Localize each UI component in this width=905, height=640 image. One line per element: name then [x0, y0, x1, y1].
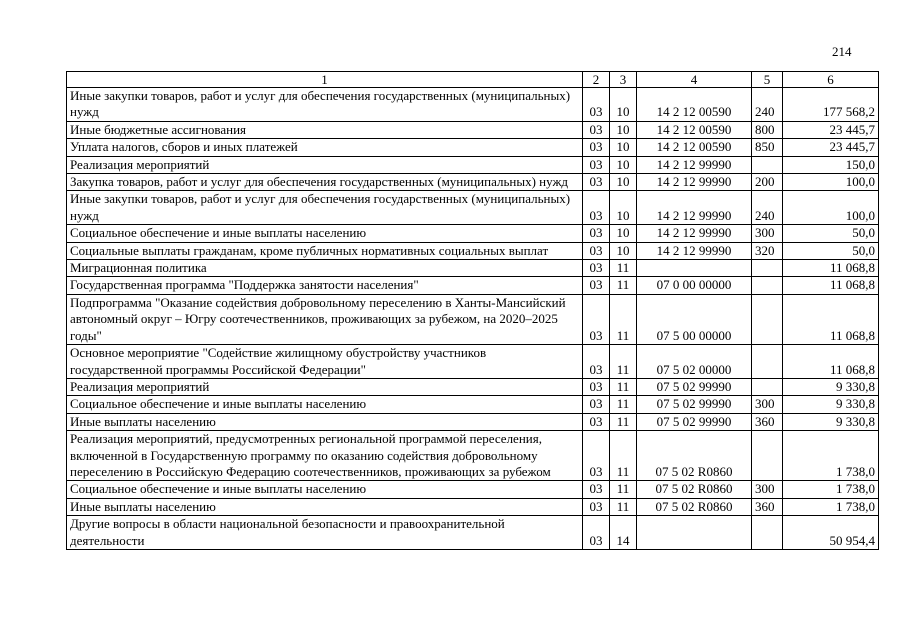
expense-type-cell: 300 — [752, 396, 783, 413]
amount-cell: 23 445,7 — [783, 121, 879, 138]
row-name-cell: Социальное обеспечение и иные выплаты населению — [67, 481, 583, 498]
amount-cell: 23 445,7 — [783, 139, 879, 156]
subsection-cell: 10 — [610, 156, 637, 173]
subsection-cell: 11 — [610, 396, 637, 413]
subsection-cell: 10 — [610, 88, 637, 122]
table-row — [67, 242, 879, 259]
subsection-cell: 14 — [610, 516, 637, 550]
row-name-cell: Закупка товаров, работ и услуг для обеспечения государственных (муниципальных) нужд — [67, 174, 583, 191]
target-article-cell: 14 2 12 99990 — [637, 242, 752, 259]
amount-cell: 50,0 — [783, 242, 879, 259]
section-cell: 03 — [583, 139, 610, 156]
row-name-cell: Иные закупки товаров, работ и услуг для обеспечения государственных (муниципальных) нужд — [67, 191, 583, 225]
amount-cell: 11 068,8 — [783, 277, 879, 294]
target-article-cell: 14 2 12 99990 — [637, 225, 752, 242]
row-name-cell: Реализация мероприятий — [67, 156, 583, 173]
section-cell: 03 — [583, 294, 610, 344]
expense-type-cell — [752, 431, 783, 481]
subsection-cell: 10 — [610, 191, 637, 225]
row-name-cell: Миграционная политика — [67, 260, 583, 277]
expense-type-cell: 850 — [752, 139, 783, 156]
section-cell: 03 — [583, 481, 610, 498]
target-article-cell: 07 5 02 R0860 — [637, 431, 752, 481]
table-row — [67, 431, 879, 481]
amount-cell: 11 068,8 — [783, 345, 879, 379]
section-cell: 03 — [583, 156, 610, 173]
amount-cell: 9 330,8 — [783, 413, 879, 430]
target-article-cell: 07 5 02 99990 — [637, 413, 752, 430]
row-name-cell: Другие вопросы в области национальной безопасности и правоохранительной деятельности — [67, 516, 583, 550]
expense-type-cell — [752, 277, 783, 294]
target-article-cell — [637, 516, 752, 550]
target-article-cell — [637, 260, 752, 277]
budget-table-body — [67, 72, 879, 550]
column-header: 3 — [610, 72, 637, 88]
section-cell: 03 — [583, 431, 610, 481]
expense-type-cell: 240 — [752, 191, 783, 225]
section-cell: 03 — [583, 121, 610, 138]
section-cell: 03 — [583, 516, 610, 550]
section-cell: 03 — [583, 413, 610, 430]
section-cell: 03 — [583, 260, 610, 277]
table-row — [67, 156, 879, 173]
page-number: 214 — [832, 44, 852, 59]
amount-cell: 9 330,8 — [783, 378, 879, 395]
amount-cell: 150,0 — [783, 156, 879, 173]
amount-cell: 1 738,0 — [783, 498, 879, 515]
target-article-cell: 07 5 02 99990 — [637, 396, 752, 413]
target-article-cell: 14 2 12 00590 — [637, 121, 752, 138]
expense-type-cell: 360 — [752, 498, 783, 515]
expense-type-cell — [752, 294, 783, 344]
table-row — [67, 277, 879, 294]
expense-type-cell: 200 — [752, 174, 783, 191]
target-article-cell: 07 5 02 00000 — [637, 345, 752, 379]
expense-type-cell: 300 — [752, 481, 783, 498]
row-name-cell: Иные закупки товаров, работ и услуг для обеспечения государственных (муниципальных) нужд — [67, 88, 583, 122]
row-name-cell: Иные бюджетные ассигнования — [67, 121, 583, 138]
table-row — [67, 396, 879, 413]
section-cell: 03 — [583, 174, 610, 191]
section-cell: 03 — [583, 242, 610, 259]
amount-cell: 1 738,0 — [783, 431, 879, 481]
expense-type-cell: 800 — [752, 121, 783, 138]
target-article-cell: 07 5 02 99990 — [637, 378, 752, 395]
target-article-cell: 07 5 00 00000 — [637, 294, 752, 344]
section-cell: 03 — [583, 396, 610, 413]
row-name-cell: Социальные выплаты гражданам, кроме публичных нормативных социальных выплат — [67, 242, 583, 259]
section-cell: 03 — [583, 88, 610, 122]
amount-cell: 177 568,2 — [783, 88, 879, 122]
row-name-cell: Уплата налогов, сборов и иных платежей — [67, 139, 583, 156]
subsection-cell: 11 — [610, 431, 637, 481]
section-cell: 03 — [583, 191, 610, 225]
subsection-cell: 10 — [610, 139, 637, 156]
table-row — [67, 345, 879, 379]
table-row — [67, 174, 879, 191]
expense-type-cell — [752, 516, 783, 550]
amount-cell: 100,0 — [783, 174, 879, 191]
table-row — [67, 191, 879, 225]
row-name-cell: Реализация мероприятий — [67, 378, 583, 395]
amount-cell: 50 954,4 — [783, 516, 879, 550]
section-cell: 03 — [583, 498, 610, 515]
table-row — [67, 516, 879, 550]
expense-type-cell — [752, 260, 783, 277]
target-article-cell: 07 5 02 R0860 — [637, 498, 752, 515]
target-article-cell: 14 2 12 99990 — [637, 174, 752, 191]
subsection-cell: 11 — [610, 277, 637, 294]
column-header: 1 — [67, 72, 583, 88]
table-header-row — [67, 72, 879, 88]
column-header: 2 — [583, 72, 610, 88]
target-article-cell: 14 2 12 99990 — [637, 156, 752, 173]
table-row — [67, 498, 879, 515]
amount-cell: 50,0 — [783, 225, 879, 242]
section-cell: 03 — [583, 345, 610, 379]
target-article-cell: 07 5 02 R0860 — [637, 481, 752, 498]
table-row — [67, 260, 879, 277]
target-article-cell: 14 2 12 00590 — [637, 139, 752, 156]
row-name-cell: Социальное обеспечение и иные выплаты населению — [67, 225, 583, 242]
table-row — [67, 413, 879, 430]
subsection-cell: 11 — [610, 345, 637, 379]
section-cell: 03 — [583, 225, 610, 242]
amount-cell: 11 068,8 — [783, 294, 879, 344]
expense-type-cell: 240 — [752, 88, 783, 122]
expense-type-cell: 360 — [752, 413, 783, 430]
amount-cell: 9 330,8 — [783, 396, 879, 413]
table-row — [67, 139, 879, 156]
column-header: 6 — [783, 72, 879, 88]
subsection-cell: 10 — [610, 174, 637, 191]
expense-type-cell: 320 — [752, 242, 783, 259]
section-cell: 03 — [583, 378, 610, 395]
subsection-cell: 11 — [610, 413, 637, 430]
subsection-cell: 10 — [610, 225, 637, 242]
target-article-cell: 07 0 00 00000 — [637, 277, 752, 294]
subsection-cell: 11 — [610, 378, 637, 395]
target-article-cell: 14 2 12 99990 — [637, 191, 752, 225]
amount-cell: 11 068,8 — [783, 260, 879, 277]
table-row — [67, 378, 879, 395]
budget-table — [66, 71, 879, 550]
expense-type-cell — [752, 378, 783, 395]
table-row — [67, 88, 879, 122]
subsection-cell: 11 — [610, 294, 637, 344]
table-row — [67, 481, 879, 498]
expense-type-cell — [752, 345, 783, 379]
expense-type-cell: 300 — [752, 225, 783, 242]
column-header: 5 — [752, 72, 783, 88]
subsection-cell: 10 — [610, 242, 637, 259]
subsection-cell: 11 — [610, 481, 637, 498]
amount-cell: 100,0 — [783, 191, 879, 225]
row-name-cell: Реализация мероприятий, предусмотренных региональной программой переселения, включенной в Государственную программу по оказанию содействия добровольному переселению в Российскую Федерацию соотечественников, проживающих за рубежом — [67, 431, 583, 481]
subsection-cell: 10 — [610, 121, 637, 138]
expense-type-cell — [752, 156, 783, 173]
column-header: 4 — [637, 72, 752, 88]
target-article-cell: 14 2 12 00590 — [637, 88, 752, 122]
table-row — [67, 294, 879, 344]
subsection-cell: 11 — [610, 498, 637, 515]
row-name-cell: Подпрограмма "Оказание содействия добровольному переселению в Ханты-Мансийский автономный округ – Югру соотечественников, проживающих за рубежом, на 2020–2025 годы" — [67, 294, 583, 344]
table-row — [67, 225, 879, 242]
table-row — [67, 121, 879, 138]
row-name-cell: Государственная программа "Поддержка занятости населения" — [67, 277, 583, 294]
row-name-cell: Иные выплаты населению — [67, 498, 583, 515]
subsection-cell: 11 — [610, 260, 637, 277]
section-cell: 03 — [583, 277, 610, 294]
amount-cell: 1 738,0 — [783, 481, 879, 498]
row-name-cell: Иные выплаты населению — [67, 413, 583, 430]
row-name-cell: Основное мероприятие "Содействие жилищному обустройству участников государственной программы Российской Федерации" — [67, 345, 583, 379]
row-name-cell: Социальное обеспечение и иные выплаты населению — [67, 396, 583, 413]
